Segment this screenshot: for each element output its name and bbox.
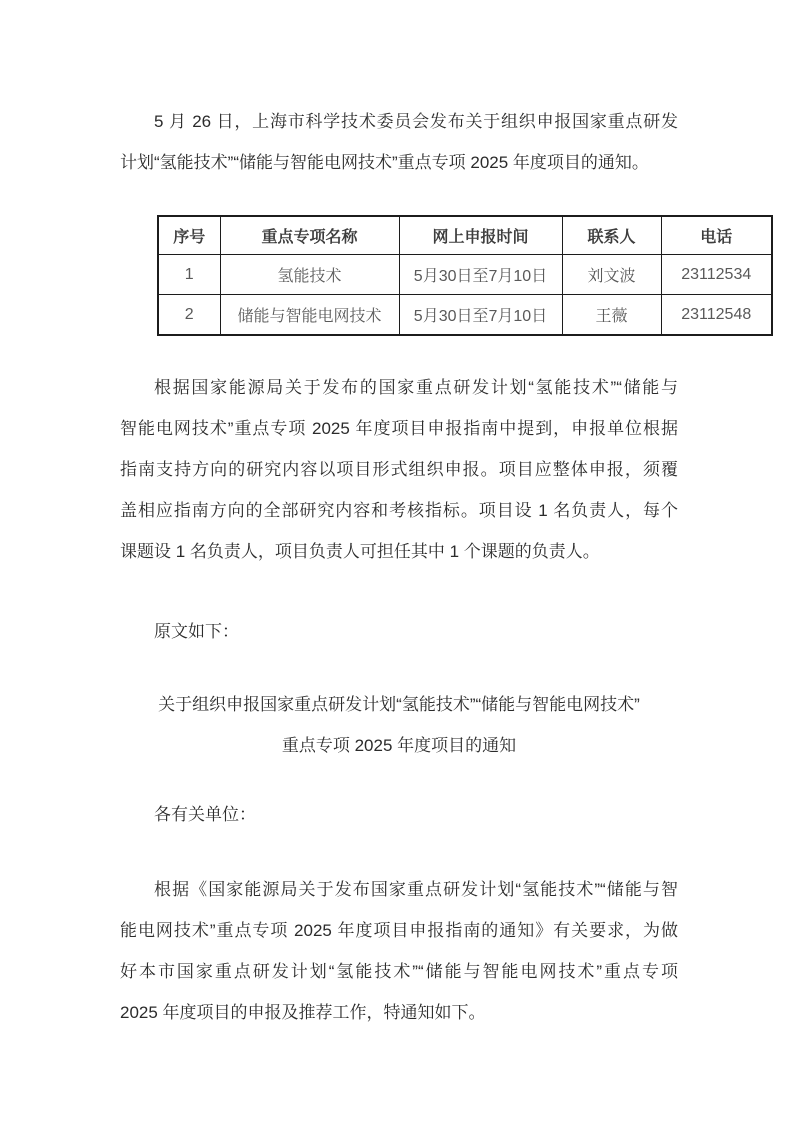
notice-title <box>120 684 678 766</box>
notice-body-paragraph <box>120 869 678 1033</box>
text-line: 2025 年度项目的申报及推荐工作，特通知如下。 <box>120 1003 486 1022</box>
cell-project-name: 储能与智能电网技术 <box>220 295 399 336</box>
text-line: 盖相应指南方向的全部研究内容和考核指标。项目设 1 名负责人，每个 <box>120 501 678 520</box>
table-header-row <box>158 216 772 255</box>
cell-phone: 23112534 <box>661 255 772 295</box>
cell-index: 2 <box>158 295 220 336</box>
text-line: 好本市国家重点研发计划“氢能技术”“储能与智能电网技术”重点专项 <box>120 962 678 981</box>
text-line: 根据国家能源局关于发布的国家重点研发计划“氢能技术”“储能与 <box>154 378 678 397</box>
text-line: 原文如下： <box>154 622 239 641</box>
projects-table <box>157 215 773 336</box>
table-row <box>158 295 772 336</box>
column-header-contact: 联系人 <box>562 216 661 255</box>
notice-title-line: 关于组织申报国家重点研发计划“氢能技术”“储能与智能电网技术” <box>158 695 640 714</box>
column-header-phone: 电话 <box>661 216 772 255</box>
text-line: 课题设 1 名负责人，项目负责人可担任其中 1 个课题的负责人。 <box>120 542 600 561</box>
text-line: 计划“氢能技术”“储能与智能电网技术”重点专项 2025 年度项目的通知。 <box>120 153 649 172</box>
text-line: 智能电网技术”重点专项 2025 年度项目申报指南中提到，申报单位根据 <box>120 419 678 438</box>
cell-contact: 刘文波 <box>562 255 661 295</box>
text-line: 各有关单位： <box>154 805 256 824</box>
column-header-index: 序号 <box>158 216 220 255</box>
projects-table-wrapper <box>157 215 752 336</box>
salutation <box>120 794 678 835</box>
text-line: 指南支持方向的研究内容以项目形式组织申报。项目应整体申报，须覆 <box>120 460 678 479</box>
document-content <box>120 101 752 1033</box>
guide-summary-paragraph <box>120 367 678 572</box>
text-line: 根据《国家能源局关于发布国家重点研发计划“氢能技术”“储能与智 <box>154 880 678 899</box>
cell-contact: 王薇 <box>562 295 661 336</box>
text-line: 能电网技术”重点专项 2025 年度项目申报指南的通知》有关要求，为做 <box>120 921 678 940</box>
cell-application-time: 5月30日至7月10日 <box>399 255 562 295</box>
intro-paragraph <box>120 101 678 183</box>
column-header-project-name: 重点专项名称 <box>220 216 399 255</box>
cell-application-time: 5月30日至7月10日 <box>399 295 562 336</box>
column-header-application-time: 网上申报时间 <box>399 216 562 255</box>
cell-index: 1 <box>158 255 220 295</box>
cell-project-name: 氢能技术 <box>220 255 399 295</box>
original-text-label <box>120 611 678 652</box>
notice-title-line: 重点专项 2025 年度项目的通知 <box>281 736 517 755</box>
cell-phone: 23112548 <box>661 295 772 336</box>
table-row <box>158 255 772 295</box>
text-line: 5 月 26 日，上海市科学技术委员会发布关于组织申报国家重点研发 <box>154 112 678 131</box>
